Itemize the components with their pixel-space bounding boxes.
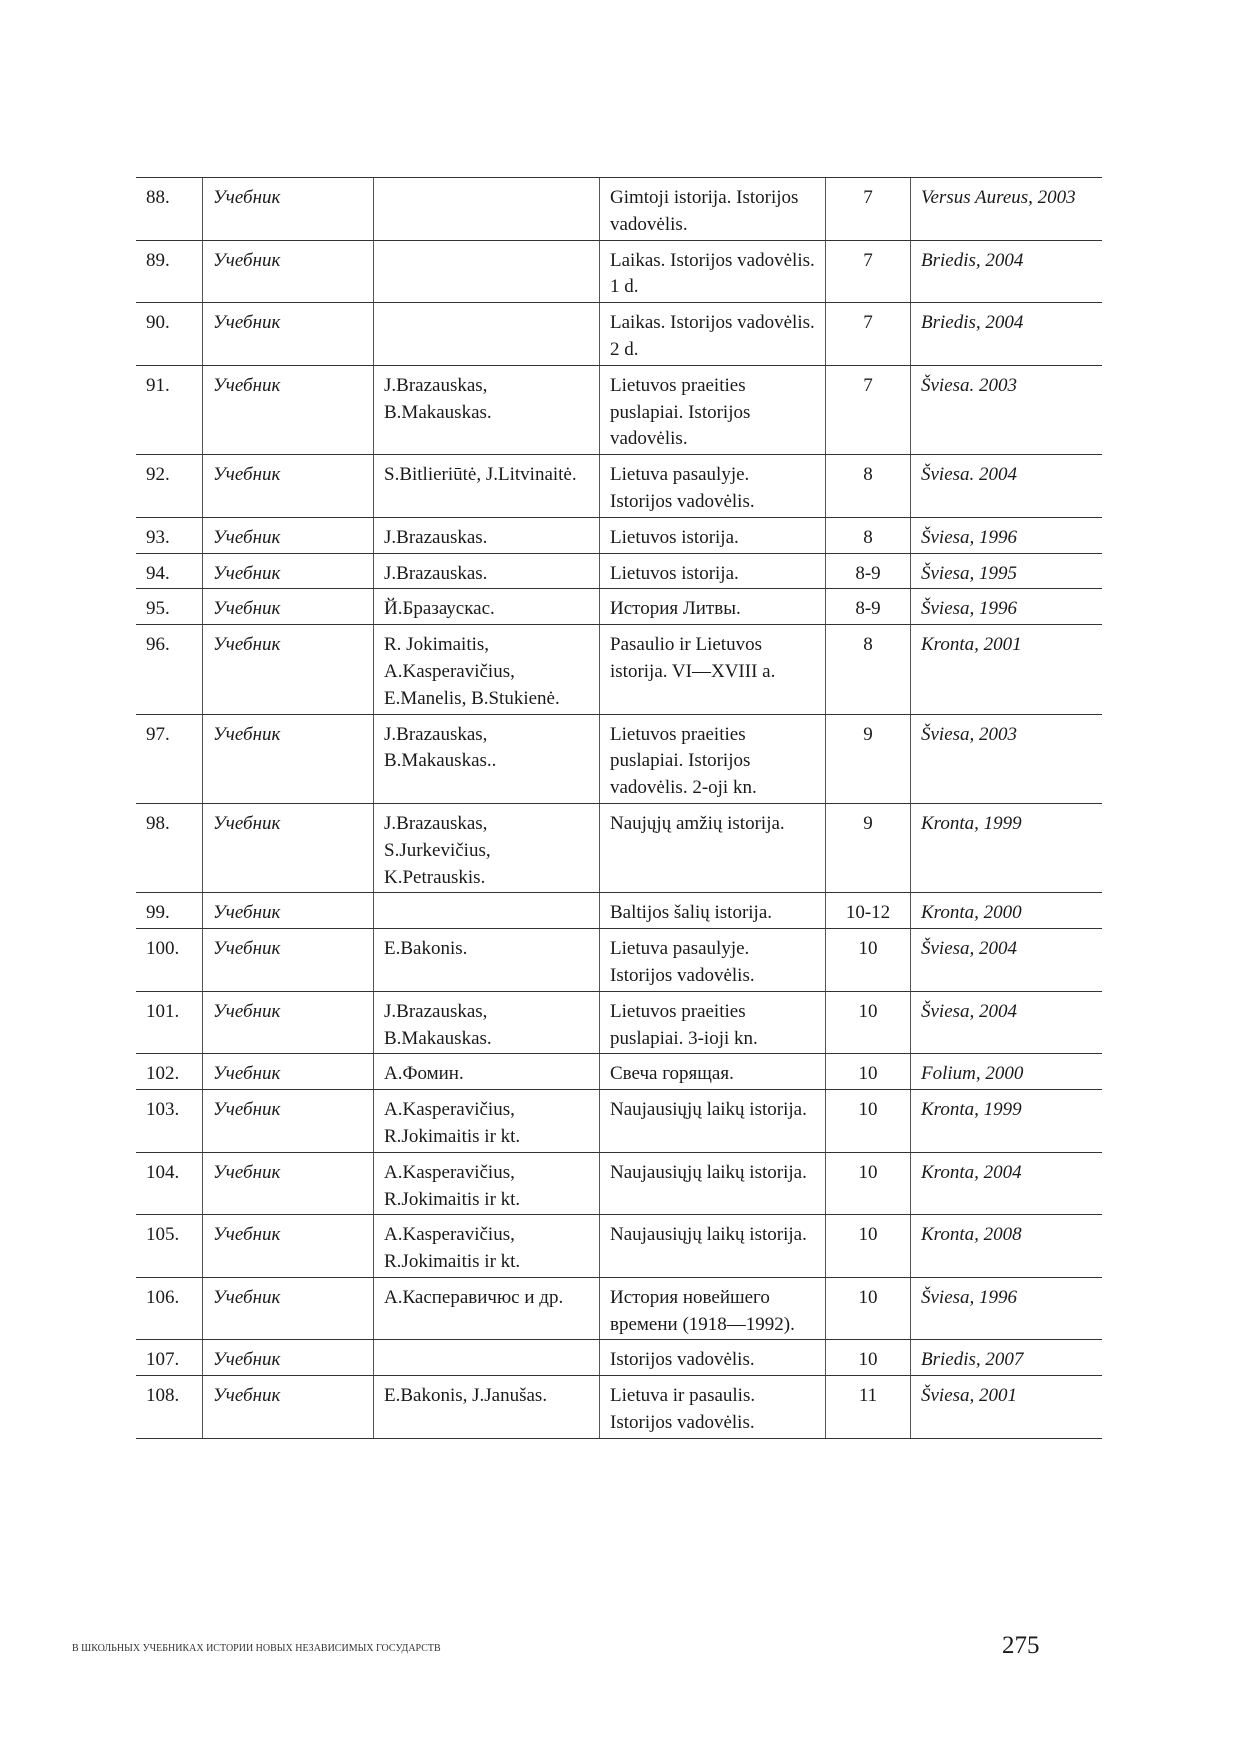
table-row <box>136 517 1102 553</box>
cell-publisher: Kronta, 2008 <box>911 1215 1103 1278</box>
cell-grade: 7 <box>826 303 911 366</box>
table-row <box>136 929 1102 992</box>
table-row <box>136 1054 1102 1090</box>
table-row <box>136 1090 1102 1153</box>
cell-type: Учебник <box>203 1277 374 1340</box>
cell-grade: 10 <box>826 1277 911 1340</box>
cell-row-number: 94. <box>136 553 203 589</box>
textbook-table <box>136 177 1102 1439</box>
cell-publisher: Šviesa, 1996 <box>911 589 1103 625</box>
cell-row-number: 107. <box>136 1340 203 1376</box>
cell-title: Laikas. Istorijos vadovėlis. 1 d. <box>600 240 826 303</box>
cell-row-number: 89. <box>136 240 203 303</box>
cell-row-number: 105. <box>136 1215 203 1278</box>
cell-title: Naujųjų amžių istorija. <box>600 803 826 892</box>
cell-grade: 8 <box>826 517 911 553</box>
cell-title: Свеча горящая. <box>600 1054 826 1090</box>
cell-authors: J.Brazauskas, B.Makauskas.. <box>374 714 600 803</box>
cell-publisher: Kronta, 2000 <box>911 893 1103 929</box>
cell-type: Учебник <box>203 517 374 553</box>
cell-row-number: 108. <box>136 1376 203 1439</box>
cell-grade: 10-12 <box>826 893 911 929</box>
cell-row-number: 106. <box>136 1277 203 1340</box>
cell-row-number: 102. <box>136 1054 203 1090</box>
cell-grade: 9 <box>826 803 911 892</box>
cell-title: Lietuvos praeities puslapiai. Istorijos vadovėlis. 2-oji kn. <box>600 714 826 803</box>
cell-publisher: Šviesa, 2004 <box>911 991 1103 1054</box>
cell-title: Lietuvos praeities puslapiai. 3-ioji kn. <box>600 991 826 1054</box>
cell-grade: 7 <box>826 178 911 241</box>
cell-row-number: 99. <box>136 893 203 929</box>
cell-row-number: 90. <box>136 303 203 366</box>
cell-authors: А.Касперавичюс и др. <box>374 1277 600 1340</box>
table-row <box>136 803 1102 892</box>
cell-type: Учебник <box>203 589 374 625</box>
cell-publisher: Folium, 2000 <box>911 1054 1103 1090</box>
table-row <box>136 240 1102 303</box>
table-row <box>136 589 1102 625</box>
cell-row-number: 103. <box>136 1090 203 1153</box>
cell-authors: А.Фомин. <box>374 1054 600 1090</box>
cell-authors: E.Bakonis. <box>374 929 600 992</box>
cell-authors: R. Jokimaitis, A.Kasperavičius, E.Manelis, B.Stukienė. <box>374 625 600 714</box>
cell-title: Gimtoji istorija. Istorijos vadovėlis. <box>600 178 826 241</box>
cell-row-number: 91. <box>136 365 203 454</box>
cell-grade: 11 <box>826 1376 911 1439</box>
cell-grade: 10 <box>826 1054 911 1090</box>
cell-grade: 7 <box>826 240 911 303</box>
cell-row-number: 92. <box>136 455 203 518</box>
table-row <box>136 553 1102 589</box>
table-row <box>136 991 1102 1054</box>
cell-title: Lietuva pasaulyje. Istorijos vadovėlis. <box>600 455 826 518</box>
cell-title: История Литвы. <box>600 589 826 625</box>
cell-title: Lietuvos praeities puslapiai. Istorijos vadovėlis. <box>600 365 826 454</box>
table-row <box>136 178 1102 241</box>
cell-type: Учебник <box>203 1090 374 1153</box>
cell-grade: 10 <box>826 991 911 1054</box>
cell-type: Учебник <box>203 1376 374 1439</box>
cell-publisher: Šviesa, 1996 <box>911 517 1103 553</box>
cell-grade: 8 <box>826 455 911 518</box>
cell-type: Учебник <box>203 929 374 992</box>
cell-publisher: Šviesa, 2003 <box>911 714 1103 803</box>
cell-grade: 10 <box>826 929 911 992</box>
cell-type: Учебник <box>203 991 374 1054</box>
cell-authors: E.Bakonis, J.Janušas. <box>374 1376 600 1439</box>
cell-type: Учебник <box>203 803 374 892</box>
cell-grade: 10 <box>826 1152 911 1215</box>
cell-authors <box>374 893 600 929</box>
running-footer: В ШКОЛЬНЫХ УЧЕБНИКАХ ИСТОРИИ НОВЫХ НЕЗАВИСИМЫХ ГОСУДАРСТВ <box>72 1643 441 1654</box>
cell-publisher: Versus Aureus, 2003 <box>911 178 1103 241</box>
table-row <box>136 625 1102 714</box>
cell-publisher: Šviesa, 1996 <box>911 1277 1103 1340</box>
cell-row-number: 97. <box>136 714 203 803</box>
cell-title: Naujausiųjų laikų istorija. <box>600 1090 826 1153</box>
cell-authors <box>374 1340 600 1376</box>
cell-publisher: Briedis, 2004 <box>911 240 1103 303</box>
cell-grade: 10 <box>826 1090 911 1153</box>
cell-row-number: 100. <box>136 929 203 992</box>
cell-publisher: Šviesa. 2004 <box>911 455 1103 518</box>
cell-type: Учебник <box>203 553 374 589</box>
cell-authors: A.Kasperavičius, R.Jokimaitis ir kt. <box>374 1090 600 1153</box>
cell-type: Учебник <box>203 1054 374 1090</box>
cell-authors <box>374 240 600 303</box>
cell-title: Lietuvos istorija. <box>600 553 826 589</box>
cell-title: Lietuva pasaulyje. Istorijos vadovėlis. <box>600 929 826 992</box>
cell-authors: J.Brazauskas. <box>374 517 600 553</box>
cell-title: Lietuvos istorija. <box>600 517 826 553</box>
cell-authors: S.Bitlieriūtė, J.Litvinaitė. <box>374 455 600 518</box>
cell-publisher: Kronta, 1999 <box>911 803 1103 892</box>
table-row <box>136 1277 1102 1340</box>
cell-row-number: 98. <box>136 803 203 892</box>
cell-authors: Й.Бразаускас. <box>374 589 600 625</box>
cell-row-number: 104. <box>136 1152 203 1215</box>
cell-publisher: Šviesa, 2001 <box>911 1376 1103 1439</box>
table-row <box>136 1215 1102 1278</box>
table-row <box>136 1152 1102 1215</box>
cell-publisher: Kronta, 2001 <box>911 625 1103 714</box>
table-row <box>136 455 1102 518</box>
table-row <box>136 365 1102 454</box>
cell-publisher: Kronta, 1999 <box>911 1090 1103 1153</box>
cell-title: Naujausiųjų laikų istorija. <box>600 1152 826 1215</box>
cell-row-number: 95. <box>136 589 203 625</box>
cell-title: Lietuva ir pasaulis. Istorijos vadovėlis. <box>600 1376 826 1439</box>
cell-type: Учебник <box>203 1340 374 1376</box>
cell-title: Laikas. Istorijos vadovėlis. 2 d. <box>600 303 826 366</box>
cell-type: Учебник <box>203 714 374 803</box>
cell-type: Учебник <box>203 625 374 714</box>
cell-authors: J.Brazauskas, S.Jurkevičius, K.Petrauskis. <box>374 803 600 892</box>
cell-row-number: 88. <box>136 178 203 241</box>
cell-type: Учебник <box>203 455 374 518</box>
cell-type: Учебник <box>203 893 374 929</box>
cell-type: Учебник <box>203 365 374 454</box>
cell-grade: 8 <box>826 625 911 714</box>
cell-authors: J.Brazauskas, B.Makauskas. <box>374 991 600 1054</box>
table-row <box>136 1340 1102 1376</box>
cell-grade: 9 <box>826 714 911 803</box>
cell-authors: J.Brazauskas. <box>374 553 600 589</box>
cell-authors: A.Kasperavičius, R.Jokimaitis ir kt. <box>374 1152 600 1215</box>
page-number: 275 <box>1002 1632 1040 1659</box>
cell-grade: 10 <box>826 1340 911 1376</box>
cell-grade: 8-9 <box>826 553 911 589</box>
table-row <box>136 1376 1102 1439</box>
cell-title: Pasaulio ir Lietuvos istorija. VI—XVIII a. <box>600 625 826 714</box>
cell-authors <box>374 303 600 366</box>
cell-type: Учебник <box>203 178 374 241</box>
cell-title: Naujausiųjų laikų istorija. <box>600 1215 826 1278</box>
cell-authors <box>374 178 600 241</box>
cell-grade: 7 <box>826 365 911 454</box>
cell-publisher: Šviesa. 2003 <box>911 365 1103 454</box>
cell-publisher: Šviesa, 1995 <box>911 553 1103 589</box>
cell-type: Учебник <box>203 303 374 366</box>
cell-title: История новейшего времени (1918—1992). <box>600 1277 826 1340</box>
table-row <box>136 893 1102 929</box>
cell-grade: 10 <box>826 1215 911 1278</box>
cell-grade: 8-9 <box>826 589 911 625</box>
cell-title: Baltijos šalių istorija. <box>600 893 826 929</box>
cell-authors: J.Brazauskas, B.Makauskas. <box>374 365 600 454</box>
cell-row-number: 96. <box>136 625 203 714</box>
cell-title: Istorijos vadovėlis. <box>600 1340 826 1376</box>
cell-authors: A.Kasperavičius, R.Jokimaitis ir kt. <box>374 1215 600 1278</box>
cell-row-number: 101. <box>136 991 203 1054</box>
cell-publisher: Kronta, 2004 <box>911 1152 1103 1215</box>
cell-publisher: Briedis, 2004 <box>911 303 1103 366</box>
cell-type: Учебник <box>203 1215 374 1278</box>
cell-type: Учебник <box>203 240 374 303</box>
cell-type: Учебник <box>203 1152 374 1215</box>
table-row <box>136 303 1102 366</box>
cell-publisher: Briedis, 2007 <box>911 1340 1103 1376</box>
cell-row-number: 93. <box>136 517 203 553</box>
table-row <box>136 714 1102 803</box>
cell-publisher: Šviesa, 2004 <box>911 929 1103 992</box>
